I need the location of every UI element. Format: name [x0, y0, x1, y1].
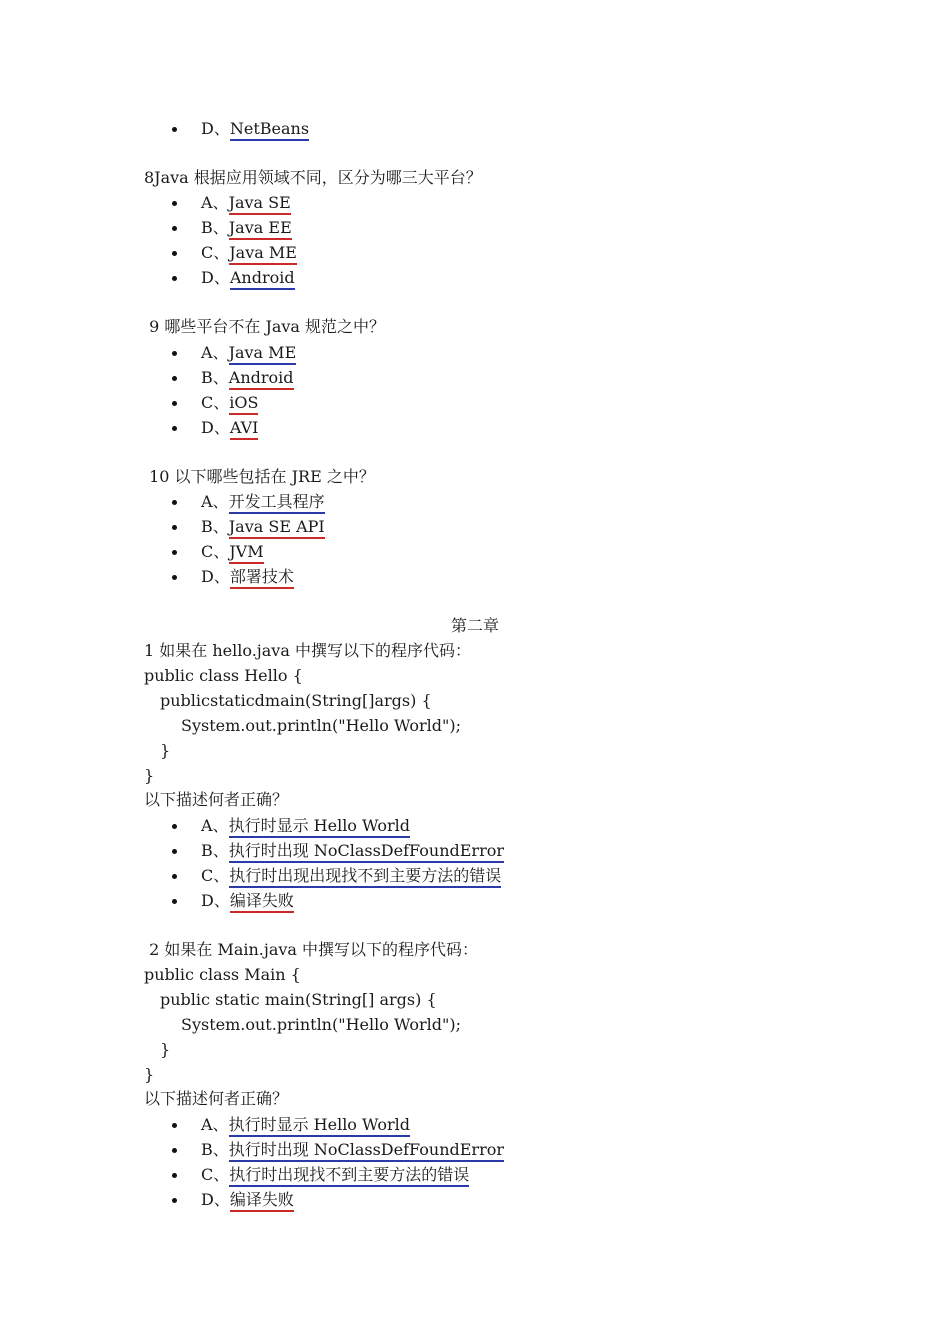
- option-item: [201, 119, 309, 141]
- code-line: public static main(String[] args) {: [160, 990, 437, 1009]
- option-item: [201, 1140, 504, 1162]
- list-bullet: [172, 251, 180, 259]
- code-line: }: [160, 1040, 171, 1059]
- option-item: [201, 866, 501, 888]
- list-bullet: [172, 1123, 180, 1131]
- list-bullet: [172, 351, 180, 359]
- list-bullet: [172, 1198, 180, 1206]
- option-answer: 编译失败: [230, 1190, 294, 1212]
- list-bullet: [172, 127, 180, 135]
- option-answer: Android: [230, 268, 295, 290]
- option-letter: D、: [201, 1190, 230, 1209]
- list-bullet: [172, 550, 180, 558]
- option-item: [201, 218, 292, 240]
- list-bullet: [172, 874, 180, 882]
- code-line: System.out.println("Hello World");: [181, 716, 461, 735]
- list-bullet: [172, 899, 180, 907]
- option-letter: C、: [201, 542, 230, 561]
- option-item: [201, 343, 296, 365]
- option-answer: AVI: [230, 418, 259, 440]
- option-item: [201, 492, 325, 514]
- question-text: 8Java 根据应用领域不同，区分为哪三大平台？: [144, 168, 482, 187]
- question-text: 以下描述何者正确？: [144, 790, 289, 809]
- option-answer: NetBeans: [230, 119, 309, 141]
- option-letter: B、: [201, 368, 229, 387]
- option-answer: Java ME: [229, 343, 297, 365]
- code-line: }: [160, 741, 171, 760]
- list-bullet: [172, 500, 180, 508]
- option-letter: A、: [201, 343, 229, 362]
- option-answer: 执行时出现 NoClassDefFoundError: [229, 841, 504, 863]
- option-answer: 执行时显示 Hello World: [229, 1115, 410, 1137]
- option-answer: Java EE: [229, 218, 292, 240]
- option-item: [201, 368, 294, 390]
- option-answer: iOS: [229, 393, 258, 415]
- option-letter: A、: [201, 816, 229, 835]
- option-item: [201, 891, 294, 913]
- option-answer: 执行时出现 NoClassDefFoundError: [229, 1140, 504, 1162]
- option-letter: A、: [201, 1115, 229, 1134]
- option-letter: A、: [201, 492, 229, 511]
- option-answer: 执行时出现出现找不到主要方法的错误: [229, 866, 501, 888]
- list-bullet: [172, 226, 180, 234]
- option-item: [201, 1165, 469, 1187]
- question-text: 1 如果在 hello.java 中撰写以下的程序代码：: [144, 641, 471, 660]
- option-letter: B、: [201, 517, 229, 536]
- question-text: 以下描述何者正确？: [144, 1089, 289, 1108]
- option-letter: B、: [201, 1140, 229, 1159]
- list-bullet: [172, 575, 180, 583]
- question-text: 2 如果在 Main.java 中撰写以下的程序代码：: [144, 940, 479, 959]
- option-letter: D、: [201, 268, 230, 287]
- code-line: public class Hello {: [144, 666, 303, 685]
- list-bullet: [172, 824, 180, 832]
- option-letter: D、: [201, 567, 230, 586]
- option-answer: 执行时显示 Hello World: [229, 816, 410, 838]
- question-text: 10 以下哪些包括在 JRE 之中？: [144, 467, 375, 486]
- option-answer: 部署技术: [230, 567, 294, 589]
- question-text: 9 哪些平台不在 Java 规范之中？: [144, 317, 386, 336]
- option-item: [201, 1190, 294, 1212]
- option-item: [201, 1115, 410, 1137]
- code-line: }: [144, 1065, 155, 1084]
- list-bullet: [172, 525, 180, 533]
- option-answer: 执行时出现找不到主要方法的错误: [229, 1165, 469, 1187]
- option-letter: B、: [201, 218, 229, 237]
- option-answer: 开发工具程序: [229, 492, 325, 514]
- option-answer: Java SE: [229, 193, 291, 215]
- option-answer: 编译失败: [230, 891, 294, 913]
- option-letter: D、: [201, 119, 230, 138]
- option-item: [201, 418, 258, 440]
- option-item: [201, 393, 258, 415]
- chapter-heading: 第二章: [450, 616, 499, 635]
- option-letter: C、: [201, 393, 230, 412]
- list-bullet: [172, 426, 180, 434]
- option-letter: A、: [201, 193, 229, 212]
- option-item: [201, 567, 294, 589]
- option-letter: C、: [201, 1165, 230, 1184]
- option-item: [201, 517, 325, 539]
- code-line: public class Main {: [144, 965, 301, 984]
- code-line: }: [144, 766, 155, 785]
- list-bullet: [172, 1148, 180, 1156]
- list-bullet: [172, 849, 180, 857]
- option-item: [201, 841, 504, 863]
- option-item: [201, 243, 297, 265]
- option-item: [201, 268, 295, 290]
- list-bullet: [172, 276, 180, 284]
- option-item: [201, 816, 410, 838]
- list-bullet: [172, 201, 180, 209]
- option-letter: C、: [201, 866, 230, 885]
- option-answer: Java ME: [229, 243, 297, 265]
- list-bullet: [172, 376, 180, 384]
- list-bullet: [172, 1173, 180, 1181]
- option-item: [201, 193, 291, 215]
- option-answer: Android: [229, 368, 294, 390]
- code-line: System.out.println("Hello World");: [181, 1015, 461, 1034]
- option-letter: D、: [201, 891, 230, 910]
- option-item: [201, 542, 264, 564]
- option-letter: B、: [201, 841, 229, 860]
- option-letter: C、: [201, 243, 230, 262]
- option-letter: D、: [201, 418, 230, 437]
- code-line: publicstaticdmain(String[]args) {: [160, 691, 432, 710]
- option-answer: Java SE API: [229, 517, 325, 539]
- list-bullet: [172, 401, 180, 409]
- option-answer: JVM: [229, 542, 263, 564]
